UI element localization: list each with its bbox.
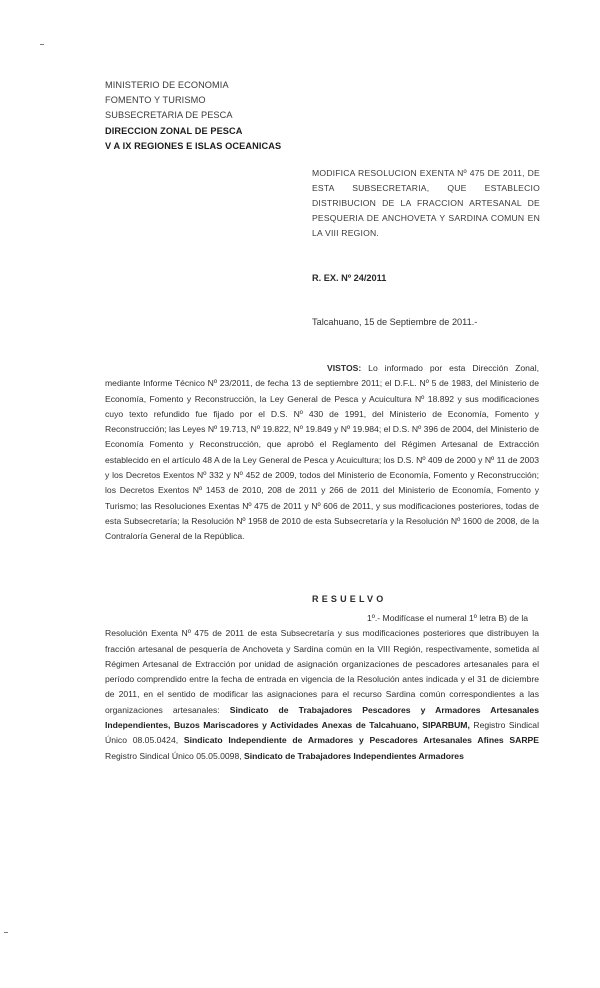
vistos-lead: VISTOS:	[327, 363, 362, 373]
vistos-paragraph	[105, 361, 539, 545]
letterhead-direccion: DIRECCION ZONAL DE PESCA	[105, 125, 243, 136]
resolution-number: R. EX. Nº 24/2011	[312, 273, 387, 283]
document-subject: MODIFICA RESOLUCION EXENTA Nº 475 DE 2011, DE ESTA SUBSECRETARIA, QUE ESTABLECIO DISTRIBUCION DE LA FRACCION ARTESANAL DE PESQUERIA DE ANCHOVETA Y SARDINA COMUN EN LA VIII REGION.	[312, 168, 540, 238]
resolution-paragraph	[105, 611, 539, 764]
scan-mark-bottom	[4, 932, 8, 933]
resolution-text: Resolución Exenta Nº 475 de 2011 de esta Subsecretaría y sus modificaciones posteriores que distribuyen la fracción artesanal de pesquería de Anchoveta y Sardina común en la VIII Región, respectivamente, sometida al Régimen Artesanal de Extracción por unidad de asignación organizaciones de pescadores artesanales para el período comprendido entre la fecha de entrada en vigencia de la Resolución antes indicada y el 31 de diciembre de 2011, en el sentido de modificar las asignaciones para el recurso Sardina común correspondientes a las organizaciones artesanales:	[105, 628, 539, 715]
organization-armadores: Sindicato de Trabajadores Independientes Armadores	[244, 750, 464, 761]
date-line: Talcahuano, 15 de Septiembre de 2011.-	[312, 317, 478, 327]
resuelvo-heading: RESUELVO	[312, 594, 387, 604]
organization-sarpe: Sindicato Independiente de Armadores y Pescadores Artesanales Afines SARPE	[183, 735, 539, 746]
letterhead-ministry: MINISTERIO DE ECONOMIA	[105, 80, 229, 90]
resolution-lead: 1º.- Modifícase el numeral 1º letra B) de la	[367, 613, 529, 623]
registry-siparbum: Registro Sindical Único 08.05.0424,	[105, 720, 539, 746]
letterhead	[105, 78, 345, 154]
organization-siparbum: Sindicato de Trabajadores Pescadores y Armadores Artesanales Independientes, Buzos Mariscadores y Actividades Anexas de Talcahuano, SIPARBUM,	[105, 704, 539, 731]
scan-mark-top	[40, 44, 44, 45]
vistos-text: Lo informado por esta Dirección Zonal, mediante Informe Técnico Nº 23/2011, de fecha 13 de septiembre 2011; el D.F.L. Nº 5 de 1983, del Ministerio de Economía, Fomento y Reconstrucción, la Ley General de Pesca y Acuicultura Nº 18.892 y sus modificaciones cuyo texto refundido fue fijado por el D.S. Nº 430 de 1991, del Ministerio de Economía, Fomento y Reconstrucción; las Leyes Nº 19.713, Nº 19.822, Nº 19.849 y Nº 19.984; el D.S. Nº 396 de 2004, del Ministerio de Economía Fomento y Reconstrucción, que aprobó el Reglamento del Régimen Artesanal de Extracción establecido en el artículo 48 A de la Ley General de Pesca y Acuicultura; los D.S. Nº 409 de 2000 y Nº 11 de 2003 y los Decretos Exentos Nº 332 y Nº 452 de 2009, todos del Ministerio de Economía, Fomento y Reconstrucción; los Decretos Exentos Nº 1453 de 2010, 208 de 2011 y 266 de 2011 del Ministerio de Economía, Fomento y Turismo; las Resoluciones Exentas Nº 475 de 2011 y Nº 606 de 2011, y sus modificaciones posteriores, todas de esta Subsecretaría; la Resolución Nº 1958 de 2010 de esta Subsecretaría y la Resolución Nº 1600 de 2008, de la Contraloría General de la República.	[105, 363, 539, 542]
letterhead-regions: V A IX REGIONES E ISLAS OCEANICAS	[105, 140, 282, 151]
letterhead-subsecretaria: SUBSECRETARIA DE PESCA	[105, 110, 233, 121]
letterhead-ministry-cont: FOMENTO Y TURISMO	[105, 95, 206, 106]
registry-sarpe: Registro Sindical Único 05.05.0098,	[105, 750, 245, 761]
